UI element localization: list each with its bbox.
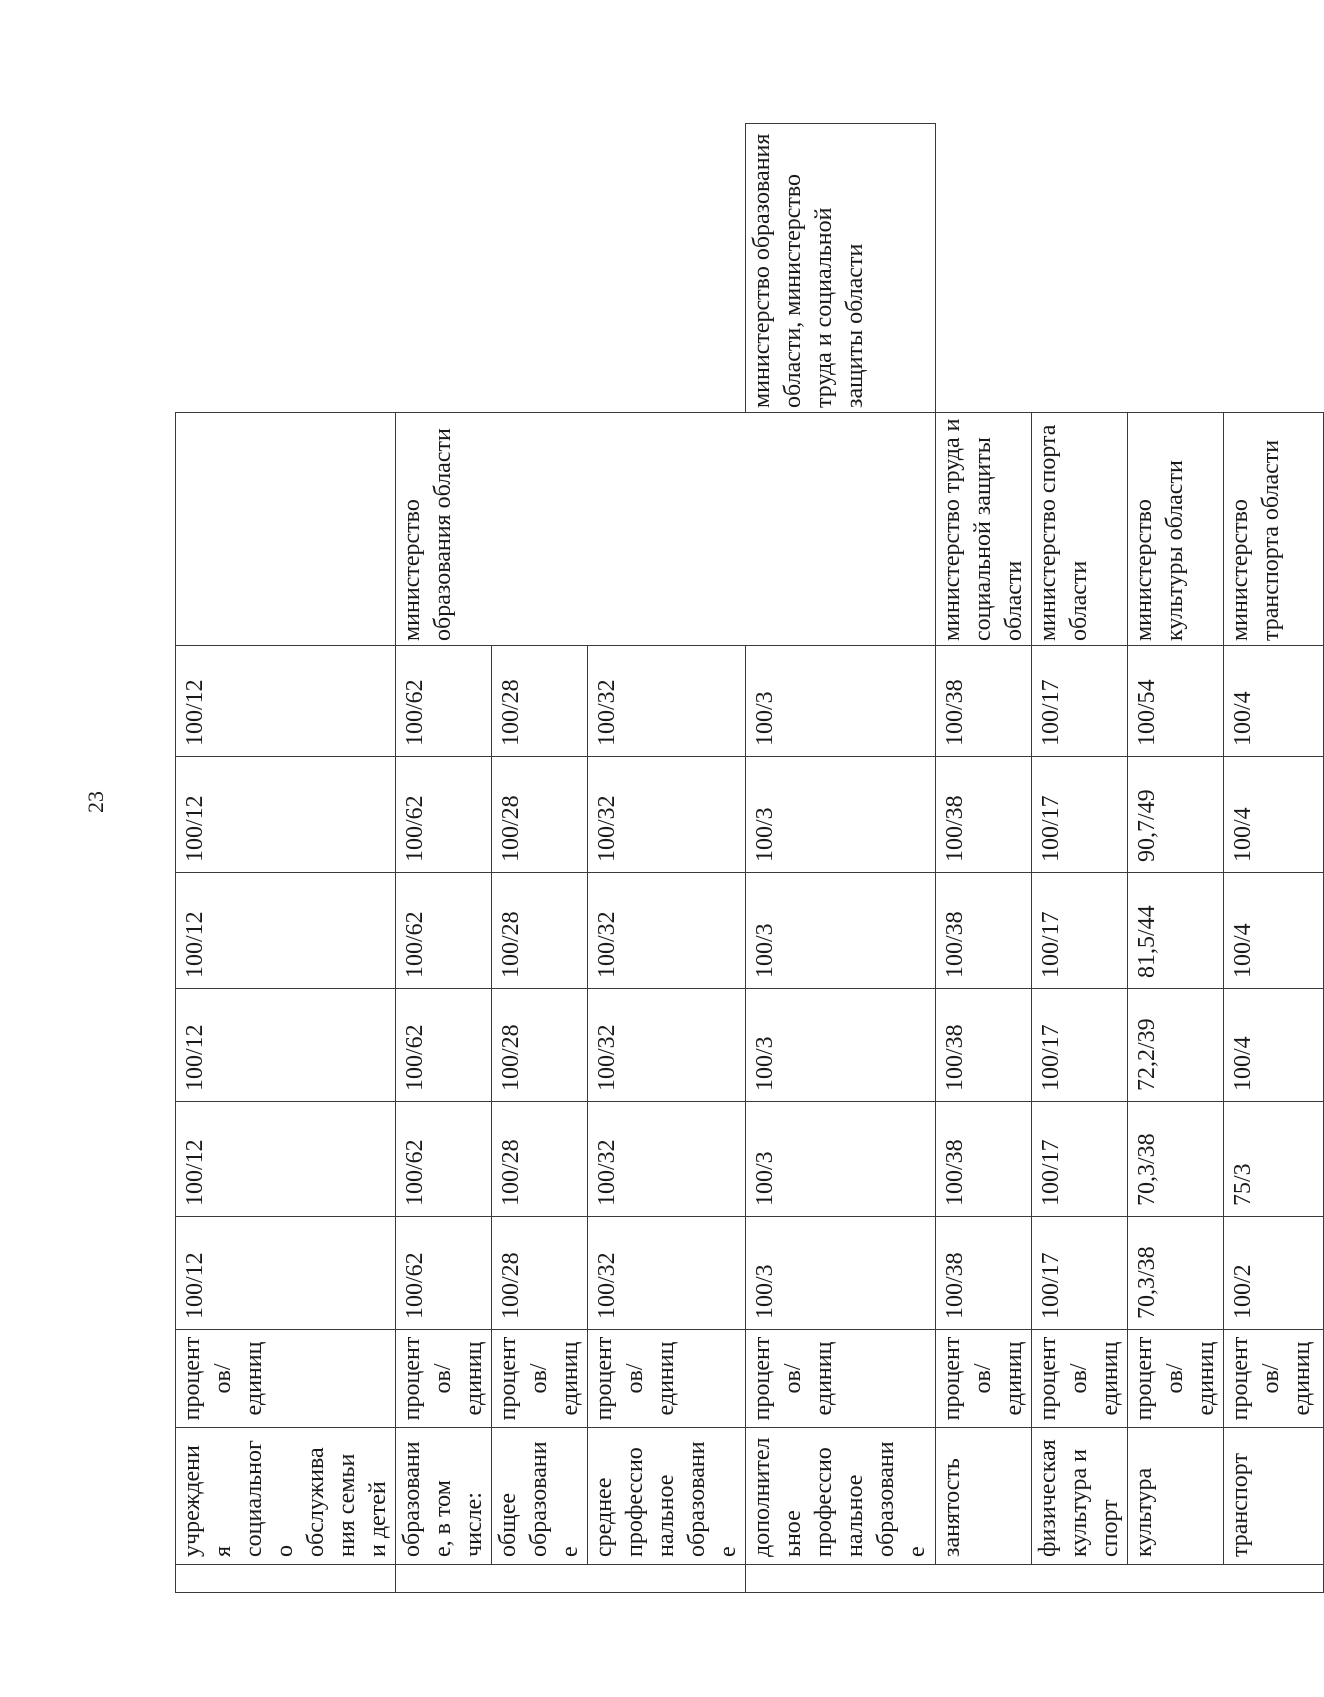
value-cell: 100/38 <box>936 1217 1032 1330</box>
value-cell: 100/38 <box>936 1102 1032 1217</box>
row-number-cell <box>746 1565 1324 1593</box>
value-cell: 100/3 <box>746 989 936 1102</box>
table-row <box>176 124 396 1593</box>
value-cell: 100/54 <box>1128 646 1224 757</box>
unit-cell: процентов/ единиц <box>746 1330 936 1428</box>
row-name-cell: культура <box>1128 1428 1224 1565</box>
unit-cell: процентов/ единиц <box>492 1330 588 1428</box>
value-cell: 100/62 <box>396 757 492 873</box>
value-cell: 100/12 <box>176 1217 396 1330</box>
value-cell: 100/32 <box>588 1102 746 1217</box>
value-cell: 100/3 <box>746 1102 936 1217</box>
responsible-cell: министерство культуры области <box>1128 413 1224 646</box>
value-cell: 100/17 <box>1032 646 1128 757</box>
table-row <box>396 124 492 1593</box>
value-cell: 70,3/38 <box>1128 1102 1224 1217</box>
value-cell: 81,5/44 <box>1128 873 1224 989</box>
value-cell: 100/12 <box>176 757 396 873</box>
value-cell: 100/32 <box>588 873 746 989</box>
value-cell: 100/3 <box>746 873 936 989</box>
row-number-cell <box>396 1565 746 1593</box>
value-cell: 100/12 <box>176 873 396 989</box>
unit-cell: процентов/ единиц <box>1032 1330 1128 1428</box>
row-name-cell: среднее профессиональное образование <box>588 1428 746 1565</box>
value-cell: 100/4 <box>1224 646 1324 757</box>
value-cell: 100/17 <box>1032 1217 1128 1330</box>
value-cell: 100/32 <box>588 989 746 1102</box>
row-name-cell: физическая культура и спорт <box>1032 1428 1128 1565</box>
value-cell: 100/28 <box>492 1217 588 1330</box>
value-cell: 100/3 <box>746 1217 936 1330</box>
value-cell: 100/28 <box>492 873 588 989</box>
value-cell: 100/62 <box>396 873 492 989</box>
unit-cell: процентов/ единиц <box>588 1330 746 1428</box>
value-cell: 100/28 <box>492 1102 588 1217</box>
value-cell: 100/12 <box>176 1102 396 1217</box>
responsible-cell: министерство образования области, министерство труда и социальной защиты области <box>746 124 936 413</box>
value-cell: 100/4 <box>1224 757 1324 873</box>
table-row <box>588 124 746 1593</box>
value-cell: 100/3 <box>746 757 936 873</box>
responsible-cell: министерство спорта области <box>1032 413 1128 646</box>
value-cell: 100/28 <box>492 757 588 873</box>
value-cell: 100/38 <box>936 873 1032 989</box>
unit-cell: процентов/ единиц <box>1224 1330 1324 1428</box>
value-cell: 100/17 <box>1032 757 1128 873</box>
table-row <box>746 124 936 1593</box>
value-cell: 100/62 <box>396 1217 492 1330</box>
value-cell: 100/38 <box>936 989 1032 1102</box>
row-name-cell: занятость <box>936 1428 1032 1565</box>
value-cell: 100/4 <box>1224 989 1324 1102</box>
table-row <box>1128 124 1224 1593</box>
responsible-cell <box>176 413 396 646</box>
value-cell: 100/12 <box>176 646 396 757</box>
value-cell: 100/32 <box>588 646 746 757</box>
row-name-cell: транспорт <box>1224 1428 1324 1565</box>
unit-cell: процентов/ единиц <box>936 1330 1032 1428</box>
unit-cell: процентов/ единиц <box>176 1330 396 1428</box>
row-name-cell: общее образование <box>492 1428 588 1565</box>
value-cell: 72,2/39 <box>1128 989 1224 1102</box>
row-name-cell: учреждения социального обслуживания семьи и детей <box>176 1428 396 1565</box>
value-cell: 100/62 <box>396 1102 492 1217</box>
table-row <box>492 124 588 1593</box>
indicator-table <box>175 123 1324 1593</box>
value-cell: 90,7/49 <box>1128 757 1224 873</box>
value-cell: 100/17 <box>1032 873 1128 989</box>
row-name-cell: дополнительное профессиональное образование <box>746 1428 936 1565</box>
table-row <box>1224 124 1324 1593</box>
value-cell: 70,3/38 <box>1128 1217 1224 1330</box>
value-cell: 100/62 <box>396 646 492 757</box>
responsible-cell: министерство труда и социальной защиты области <box>936 413 1032 646</box>
rotated-table-wrapper <box>175 123 1315 1593</box>
value-cell: 100/38 <box>936 757 1032 873</box>
row-number-cell <box>176 1565 396 1593</box>
responsible-cell: министерство транспорта области <box>1224 413 1324 646</box>
page-number: 23 <box>83 791 108 813</box>
value-cell: 100/32 <box>588 757 746 873</box>
value-cell: 100/12 <box>176 989 396 1102</box>
value-cell: 100/4 <box>1224 873 1324 989</box>
value-cell: 100/17 <box>1032 1102 1128 1217</box>
value-cell: 100/62 <box>396 989 492 1102</box>
value-cell: 100/38 <box>936 646 1032 757</box>
value-cell: 100/3 <box>746 646 936 757</box>
value-cell: 100/28 <box>492 989 588 1102</box>
responsible-cell: министерство образования области <box>396 413 936 646</box>
unit-cell: процентов/ единиц <box>1128 1330 1224 1428</box>
value-cell: 100/17 <box>1032 989 1128 1102</box>
table-row <box>936 124 1032 1593</box>
value-cell: 75/3 <box>1224 1102 1324 1217</box>
row-name-cell: образование, в том числе: <box>396 1428 492 1565</box>
value-cell: 100/32 <box>588 1217 746 1330</box>
value-cell: 100/2 <box>1224 1217 1324 1330</box>
value-cell: 100/28 <box>492 646 588 757</box>
table-row <box>1032 124 1128 1593</box>
unit-cell: процентов/ единиц <box>396 1330 492 1428</box>
